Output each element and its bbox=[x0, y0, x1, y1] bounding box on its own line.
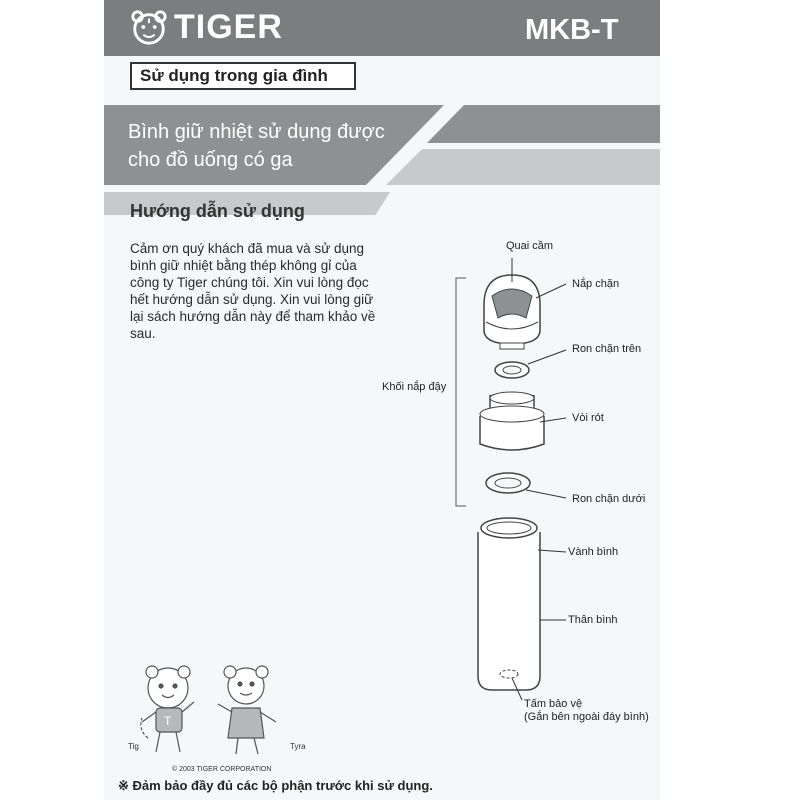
intro-line: lại sách hướng dẫn này để tham khảo về bbox=[130, 309, 376, 324]
spout-drawing bbox=[480, 392, 544, 450]
usage-category-box: Sử dụng trong gia đình bbox=[130, 62, 356, 90]
svg-text:T: T bbox=[164, 714, 172, 728]
label-protector: Tấm bảo vệ bbox=[524, 698, 583, 710]
intro-line: bình giữ nhiệt bằng thép không gỉ của bbox=[130, 258, 357, 273]
mascot-name-tig: Tig bbox=[128, 742, 139, 751]
label-lower-gasket: Ron chặn dưới bbox=[572, 493, 646, 505]
title-line-1: Bình giữ nhiệt sử dụng được bbox=[128, 121, 385, 143]
label-protector-note: (Gắn bên ngoài đáy bình) bbox=[524, 711, 649, 723]
label-handle: Quai cầm bbox=[506, 240, 554, 252]
label-lid-assembly: Khối nắp đậy bbox=[382, 381, 447, 393]
footnote: ※ Đảm bảo đầy đủ các bộ phận trước khi sử dụng. bbox=[118, 778, 433, 793]
mascot-tyra-drawing bbox=[218, 666, 276, 754]
title-line-2: cho đồ uống có ga bbox=[128, 149, 293, 171]
intro-line: công ty Tiger chúng tôi. Xin vui lòng đọc bbox=[130, 275, 369, 290]
section-heading: Hướng dẫn sử dụng bbox=[130, 201, 305, 221]
label-spout: Vòi rót bbox=[572, 412, 604, 424]
mascot-name-tyra: Tyra bbox=[290, 742, 306, 751]
mascot-tig-drawing bbox=[141, 666, 194, 752]
bottle-body-drawing bbox=[478, 518, 540, 690]
lid-assembly-bracket bbox=[456, 278, 466, 506]
intro-line: sau. bbox=[130, 326, 156, 341]
model-number: MKB-T bbox=[525, 14, 619, 46]
stopper-cap-drawing bbox=[484, 275, 540, 349]
label-upper-gasket: Ron chặn trên bbox=[572, 343, 642, 355]
intro-line: hết hướng dẫn sử dụng. Xin vui lòng giữ bbox=[130, 292, 374, 307]
label-body: Thân bình bbox=[568, 614, 618, 626]
label-stopper: Nắp chặn bbox=[572, 278, 620, 290]
copyright-notice: © 2003 TIGER CORPORATION bbox=[172, 766, 272, 773]
label-rim: Vành bình bbox=[568, 546, 619, 558]
brand-name: TIGER bbox=[174, 8, 283, 46]
intro-line: Cảm ơn quý khách đã mua và sử dụng bbox=[130, 241, 365, 256]
